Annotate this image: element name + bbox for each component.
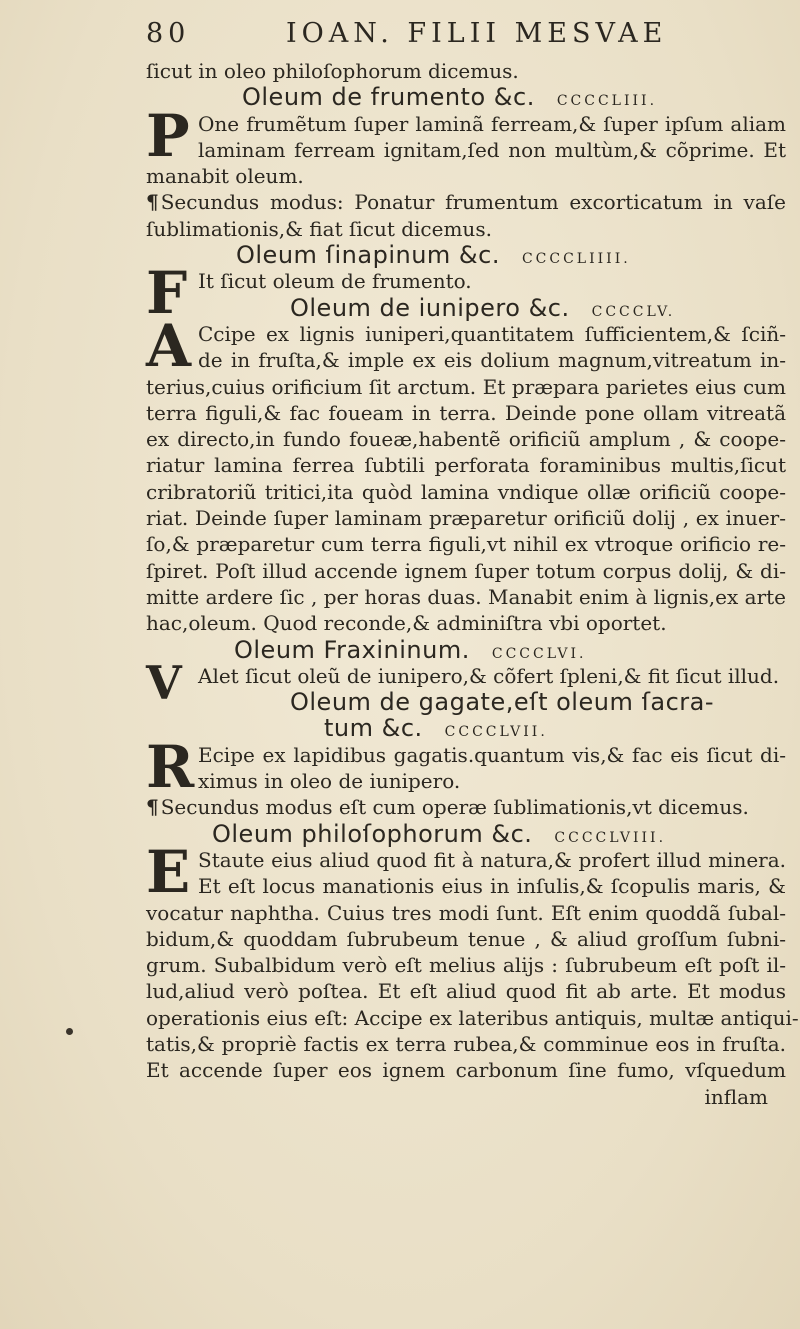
chapter-number: CCCCLVII. [444,724,548,741]
drop-cap: F [146,259,188,328]
running-title: IOAN. FILII MESVAE [286,18,668,49]
chapter-number: CCCCLIII. [556,93,658,110]
drop-cap: A [146,311,192,380]
pilcrow-icon: ¶ [146,190,159,215]
paragraph: E Staute eius aliud quod fit à natura,& profert illud minera. Et eſt locus manationis eius in inſulis,& ſcopulis maris, & vocatur naphtha. Cuius tres modi ſunt. Eſt enim quoddã ſubal- bidum,& quoddam ſubrubeum tenue , & aliud groſſum ſubni- grum. Subalbidum verò eſt melius alijs : ſubrubeum eſt poſt il- lud,aliud verò poſtea. Et eſt aliud quod fit ab arte. Et modus operationis eius eſt: Accipe ex lateribus antiquis, multæ antiqui- tatis,& propriè factis ex terra rubea,& comminue eos in fruſta. Et accende ſuper eos ignem carbonum ſine fumo, vſquedum [146,837,799,1083]
drop-cap: V [146,655,182,710]
chapter-number: CCCCLVIII. [554,829,667,846]
paragraph: P One frumẽtum ſuper laminã ferream,& ſuper ipſum aliam laminam ferream ignitam,ſed non multùm,& cõprime. Et manabit oleum. [146,101,786,189]
section-heading-continued: tum &c. CCCCLVII. [324,714,548,743]
section-heading: Oleum philoſophorum &c. CCCCLVIII. [212,819,667,848]
page-header [146,18,786,54]
intro-line: ſicut in oleo philoſophorum dicemus. [146,59,519,83]
drop-cap: R [146,732,195,801]
section-heading: Oleum Fraxininum. CCCCLVI. [234,635,587,664]
text-block [146,58,799,1110]
drop-cap: P [146,101,190,170]
paragraph: A Ccipe ex lignis iuniperi,quantitatem ſufficientem,& ſciñ- de in fruſta,& imple ex eis dolium magnum,vitreatum in- terius,cuius orificium ſit arctum. Et præpara parietes eius cum terra figuli,& fac foueam in terra. Deinde pone ollam vitreatã ex directo,in fundo foueæ,habentẽ orificiũ amplum , & coope- riatur lamina ferrea ſubtili perforata foraminibus multis,ſicut cribratoriũ tritici,ita quòd lamina vndique ollæ orificiũ coope- riat. Deinde ſuper laminam præparetur orificiũ dolij , ex inuer- ſo,& præparetur cum terra figuli,vt nihil ex vtroque orificio re- ſpiret. Poſt illud accende ignem ſuper totum corpus dolij, & di- mitte ardere ſic , per horas duas. Manabit enim à lignis,ex arte hac,oleum. Quod reconde,& adminiſtra vbi oportet. [146,311,786,636]
pilcrow-icon: ¶ [146,795,159,820]
page-number: 80 [146,18,191,49]
ink-spot [66,1028,73,1035]
paragraph: R Ecipe ex lapidibus gagatis.quantum vis,& fac eis ſicut di- ximus in oleo de iunipero. [146,732,786,801]
drop-cap: E [146,837,191,906]
chapter-number: CCCCLIIII. [521,251,631,268]
section-heading: Oleum de iunipero &c. CCCCLV. [290,293,676,322]
chapter-number: CCCCLV. [591,303,676,320]
catchword: inflam [704,1084,768,1109]
chapter-number: CCCCLVI. [491,645,587,662]
section-heading: Oleum de gagate,eſt oleum ſacra- [290,688,715,717]
paragraph: V Alet ſicut oleũ de iunipero,& cõfert ſpleni,& fit ſicut illud. [146,655,780,710]
paragraph-secundus: ¶ Secundus modus eſt cum operæ ſublimationis,vt dicemus. [146,795,749,820]
section-heading: Oleum ſinapinum &c. CCCCLIIII. [236,241,631,270]
paragraph-secundus: ¶ Secundus modus: Ponatur frumentum excorticatum in vaſe ſublimationis,& fiat ſicut dicemus. [146,190,786,241]
section-heading: Oleum de frumento &c. CCCCLIII. [242,83,658,112]
paragraph: F It ſicut oleum de frumento. [146,259,472,328]
